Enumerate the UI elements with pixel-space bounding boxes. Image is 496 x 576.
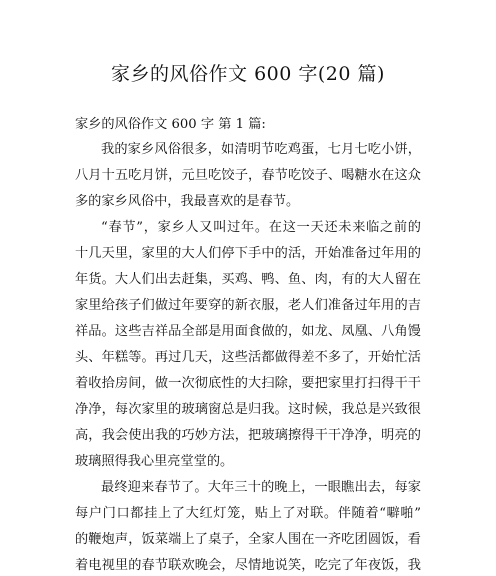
paragraph-line: “春节”，家乡人又叫过年。在这一天还未来临之前的 [101, 220, 421, 235]
paragraph-line: 祥品。这些吉祥品全部是用面食做的，如龙、凤凰、八角馒 [75, 324, 421, 339]
paragraph-line: 我的家乡风俗很多，如清明节吃鸡蛋，七月七吃小饼， [101, 142, 421, 157]
paragraph-line: 头、年糕等。再过几天，这些活都做得差不多了，开始忙活 [75, 350, 421, 365]
paragraph-line: 每户门口都挂上了大红灯笼，贴上了对联。伴随着“噼啪” [75, 506, 421, 521]
paragraph-line: 净净，每次家里的玻璃窗总是归我。这时候，我总是兴致很 [75, 402, 421, 417]
paragraph-line: 家里给孩子们做过年要穿的新衣服，老人们准备过年用的吉 [75, 298, 421, 313]
paragraph-line: 的鞭炮声，饭菜端上了桌子，全家人围在一齐吃团圆饭，看 [75, 532, 421, 547]
paragraph-line: 玻璃照得我心里亮堂堂的。 [75, 454, 234, 469]
paragraph-line: 年货。大人们出去赶集，买鸡、鸭、鱼、肉，有的大人留在 [75, 272, 421, 287]
paragraph-line: 八月十五吃月饼，元旦吃饺子，春节吃饺子、喝糖水在这众 [75, 168, 421, 183]
paragraph-line: 着电视里的春节联欢晚会，尽情地说笑，吃完了年夜饭，我 [75, 558, 421, 573]
paragraph-line: 着收拾房间，做一次彻底性的大扫除，要把家里打扫得干干 [75, 376, 421, 391]
document-title: 家乡的风俗作文 600 字(20 篇) [111, 63, 385, 85]
paragraph-line: 最终迎来春节了。大年三十的晚上，一眼瞧出去，每家 [101, 480, 421, 495]
section-heading: 家乡的风俗作文 600 字 第 1 篇: [75, 117, 266, 132]
paragraph-line: 十几天里，家里的大人们停下手中的活，开始准备过年用的 [75, 246, 421, 261]
paragraph-line: 多的家乡风俗中，我最喜欢的是春节。 [75, 194, 300, 209]
paragraph-line: 高，我会使出我的巧妙方法，把玻璃擦得干干净净，明亮的 [75, 428, 421, 443]
